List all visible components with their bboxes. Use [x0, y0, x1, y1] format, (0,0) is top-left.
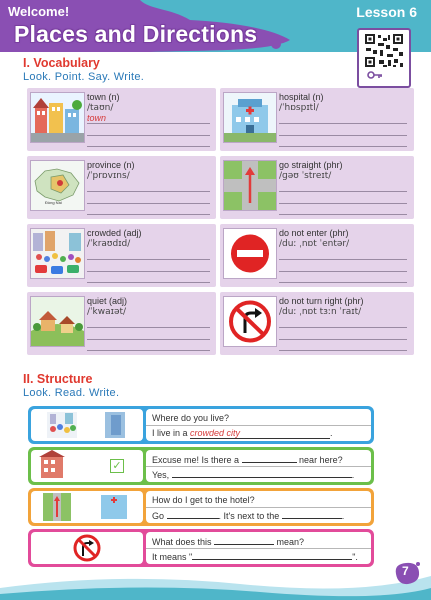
vocab-ipa: /ˈkraʊdɪd/: [87, 239, 131, 249]
structure-text-panel: [146, 450, 371, 482]
writing-line[interactable]: [87, 146, 210, 147]
vocab-word: quiet (adj): [87, 296, 128, 306]
answer-text: [152, 510, 344, 521]
vocab-card-town: [27, 88, 216, 151]
writing-line[interactable]: [279, 203, 407, 204]
structure-instruction: Look. Read. Write.: [23, 387, 120, 399]
page-number: 7: [402, 564, 409, 578]
blank-field[interactable]: [167, 510, 219, 519]
structure-text-panel: [146, 409, 371, 441]
no-entry-sign: [223, 228, 277, 279]
writing-line[interactable]: [279, 191, 407, 192]
vocab-card-do-not-turn-right: [220, 292, 414, 355]
answer-text: I live in a crowded city .: [152, 428, 333, 438]
answer-middle: . It's next to the: [218, 511, 282, 521]
answer-prefix: Go: [152, 511, 167, 521]
vocab-ipa: /duː ˌnɒt ˈentər/: [279, 239, 350, 249]
answer-suffix: .: [341, 511, 345, 521]
divider: [146, 425, 371, 426]
writing-line[interactable]: [279, 146, 407, 147]
writing-line[interactable]: [87, 339, 210, 340]
writing-line[interactable]: [279, 123, 407, 124]
answer-prefix: It means ": [152, 552, 193, 562]
vocab-card-do-not-enter: [220, 224, 414, 287]
vocab-word: province (n): [87, 160, 135, 170]
writing-line[interactable]: [87, 214, 210, 215]
vocab-word: go straight (phr): [279, 160, 343, 170]
answer-prefix: Yes,: [152, 470, 172, 480]
question-text: Where do you live?: [152, 413, 230, 423]
structure-picture-panel: [31, 409, 143, 441]
blank-field[interactable]: [214, 536, 274, 545]
question-text: How do I get to the hotel?: [152, 495, 255, 505]
writing-line[interactable]: [87, 259, 210, 260]
question-prefix: What does this: [152, 537, 215, 547]
vocab-ipa: /taʊn/: [87, 103, 114, 113]
vocab-ipa: /ˈhɒspɪtl/: [279, 103, 319, 113]
question-suffix: near here?: [296, 455, 343, 465]
divider: [146, 466, 371, 467]
go-straight-picture: [223, 160, 277, 211]
answer-fill[interactable]: crowded city: [190, 428, 330, 439]
vocab-ipa: /ˈprɒvɪns/: [87, 171, 130, 181]
vocabulary-heading: I. Vocabulary: [23, 56, 100, 70]
qr-code-icon: [359, 30, 409, 72]
divider: [146, 507, 371, 508]
welcome-label: Welcome!: [8, 4, 70, 19]
direction-pictures: [31, 491, 143, 523]
vocab-ipa: /duː ˌnɒt tɜːn ˈraɪt/: [279, 307, 362, 317]
vocab-card-province: [27, 156, 216, 219]
vocab-ipa: /ˈkwaɪət/: [87, 307, 127, 317]
vocab-card-crowded: [27, 224, 216, 287]
question-prefix: Excuse me! Is there a: [152, 455, 242, 465]
writing-line[interactable]: [279, 259, 407, 260]
writing-line[interactable]: [279, 271, 407, 272]
lesson-label: Lesson 6: [356, 4, 417, 20]
blank-field[interactable]: [282, 510, 342, 519]
writing-line[interactable]: [87, 135, 210, 136]
writing-line[interactable]: [87, 203, 210, 204]
answer-suffix: ".: [352, 552, 358, 562]
writing-line[interactable]: [279, 350, 407, 351]
vocab-answer: town: [87, 113, 107, 123]
vocab-word: town (n): [87, 92, 120, 102]
structure-row-1: [28, 406, 374, 444]
city-pictures: [31, 409, 143, 441]
structure-text-panel: [146, 491, 371, 523]
footer-wave: [0, 548, 431, 600]
writing-line[interactable]: [279, 135, 407, 136]
writing-line[interactable]: [279, 282, 407, 283]
writing-line[interactable]: [279, 214, 407, 215]
question-text: [152, 454, 343, 465]
writing-line[interactable]: [87, 327, 210, 328]
writing-line[interactable]: [279, 339, 407, 340]
writing-line[interactable]: [87, 282, 210, 283]
answer-text: Yes, .: [152, 470, 355, 480]
writing-line[interactable]: [87, 271, 210, 272]
village-picture: [30, 296, 85, 347]
blank-field[interactable]: [172, 469, 352, 478]
no-right-turn-sign: [223, 296, 277, 347]
vocab-word: do not turn right (phr): [279, 296, 364, 306]
vocab-ipa: /ɡəʊ ˈstreɪt/: [279, 171, 332, 181]
answer-prefix: I live in a: [152, 428, 191, 438]
check-icon: ✓: [112, 460, 122, 472]
structure-row-3: [28, 488, 374, 526]
page-title: Places and Directions: [14, 21, 258, 47]
vocab-word: hospital (n): [279, 92, 324, 102]
qr-code[interactable]: [357, 28, 411, 88]
vocab-card-quiet: [27, 292, 216, 355]
vocabulary-instruction: Look. Point. Say. Write.: [23, 71, 145, 83]
town-picture: [30, 92, 85, 143]
structure-picture-panel: [31, 450, 143, 482]
hotel-picture: [31, 450, 143, 482]
writing-line[interactable]: [87, 191, 210, 192]
map-label: Đồng Nai: [45, 200, 62, 205]
crowd-picture: [30, 228, 85, 279]
blank-field[interactable]: [242, 454, 297, 463]
checkbox[interactable]: [110, 459, 124, 473]
writing-line[interactable]: [87, 123, 210, 124]
question-text: [152, 536, 304, 547]
vocab-word: do not enter (phr): [279, 228, 349, 238]
structure-row-2: [28, 447, 374, 485]
vocab-word: crowded (adj): [87, 228, 142, 238]
question-suffix: mean?: [274, 537, 305, 547]
vocab-card-go-straight: [220, 156, 414, 219]
key-icon: [367, 70, 383, 80]
writing-line[interactable]: [87, 350, 210, 351]
structure-heading: II. Structure: [23, 372, 93, 386]
hospital-picture: [223, 92, 277, 143]
writing-line[interactable]: [279, 327, 407, 328]
structure-picture-panel: [31, 491, 143, 523]
vocab-card-hospital: [220, 88, 414, 151]
